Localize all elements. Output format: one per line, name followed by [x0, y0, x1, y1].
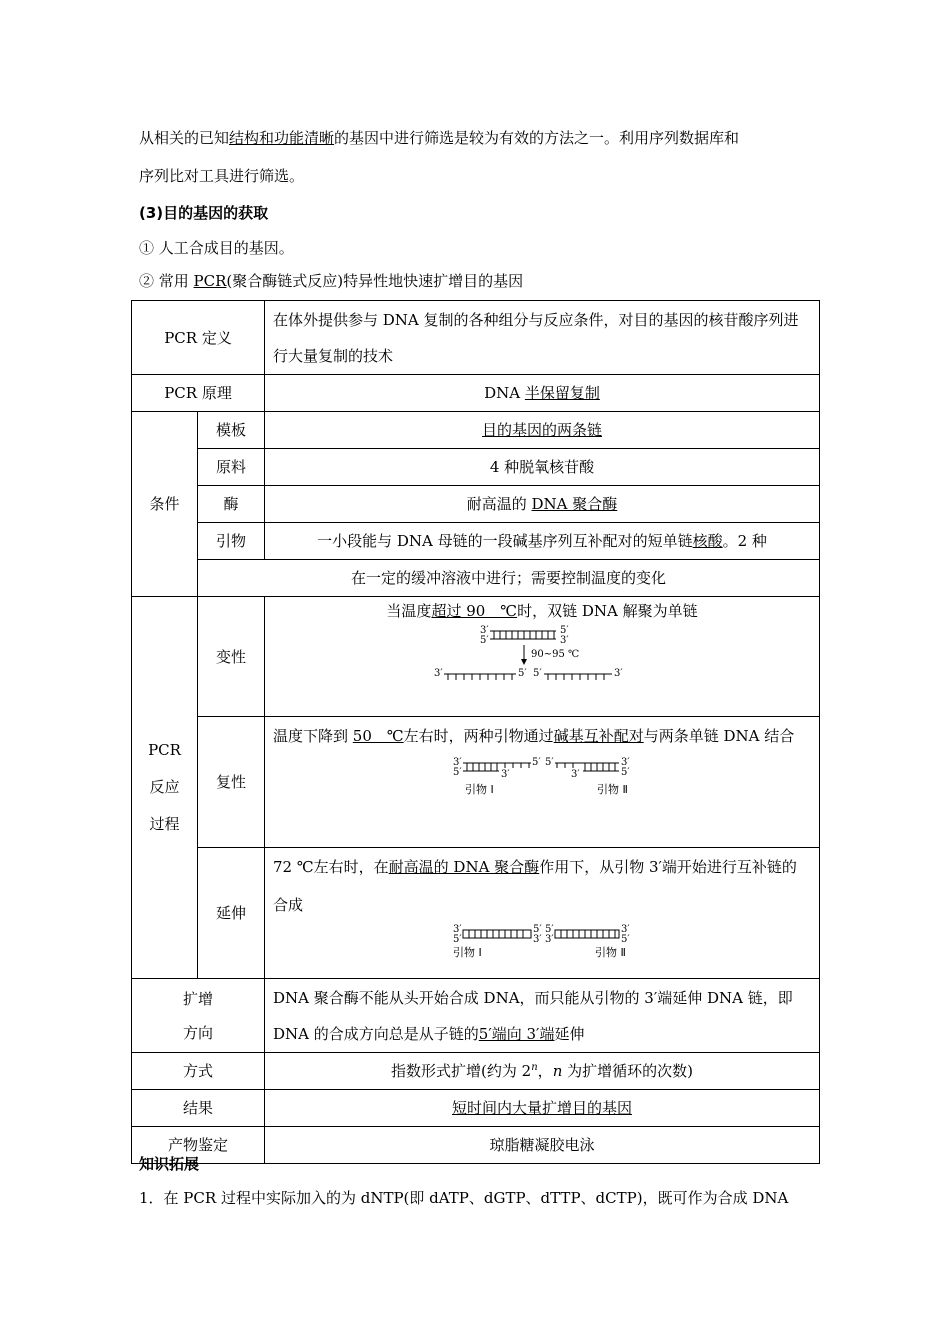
cell-text: 一小段能与 DNA 母链的一段碱基序列互补配对的短单链 [317, 532, 693, 550]
bases [548, 674, 604, 680]
denature-text [273, 597, 811, 625]
end-label: 5′ [533, 924, 542, 935]
end-label: 3′ [614, 668, 623, 679]
cell-text: ， [537, 1062, 553, 1080]
end-label: 3′ [545, 934, 554, 945]
intro-text: 从相关的已知 [139, 129, 230, 147]
row-sublabel: 引物 [198, 523, 265, 560]
cell-text: 作用下，从引物 3′端开始进行互补链的合成 [273, 858, 797, 914]
cell-text: DNA [484, 384, 525, 402]
row-label [132, 597, 198, 979]
underlined-answer: 结构和功能清晰 [229, 129, 335, 147]
end-label: 5′ [480, 635, 489, 646]
row-label [132, 979, 265, 1053]
principle-cell [265, 375, 820, 412]
end-label: 3′ [533, 934, 542, 945]
row-label: 方式 [132, 1053, 265, 1090]
label-line: 扩增 [183, 989, 214, 1008]
cell-text: 当温度 [386, 602, 432, 620]
row-sublabel: 酶 [198, 486, 265, 523]
italic-variable: n [552, 1062, 563, 1080]
underlined-answer: 耐高温的 DNA 聚合酶 [388, 858, 540, 876]
end-label: 3′ [621, 924, 630, 935]
item-text: ② 常用 [139, 272, 194, 290]
list-item-1: ① 人工合成目的基因。 [139, 239, 294, 257]
bases [557, 763, 615, 771]
underlined-answer: 半保留复制 [524, 384, 600, 402]
label-line: 方向 [183, 1023, 214, 1042]
underlined-answer: 5′端向 3′端 [478, 1024, 555, 1043]
cell-text: 与两条单链 DNA 结合 [643, 727, 795, 745]
cell-text: 。2 种 [722, 532, 767, 550]
intro-line-1 [139, 128, 739, 148]
row-sublabel: 模板 [198, 412, 265, 449]
end-label: 3′ [453, 924, 462, 935]
row-sublabel: 原料 [198, 449, 265, 486]
extension-diagram [447, 924, 637, 964]
cell-text: DNA 聚合酶不能从头开始合成 DNA，而只能从引物的 3′端延伸 DNA 链，即 DNA 的合成方向总是从子链的 [273, 988, 793, 1043]
section-heading: (3)目的基因的获取 [139, 204, 269, 222]
end-label: 5′ [453, 934, 462, 945]
intro-line-2: 序列比对工具进行筛选。 [139, 167, 305, 185]
base-pairs [494, 631, 554, 639]
intro-text: 的基因中进行筛选是较为有效的方法之一。利用序列数据库和 [334, 129, 740, 147]
primer-label: 引物 Ⅰ [465, 783, 494, 796]
end-label: 5′ [453, 767, 462, 778]
row-label: PCR 原理 [132, 375, 265, 412]
extension-heading: 知识拓展 [139, 1155, 200, 1173]
underlined-answer: PCR [193, 272, 227, 290]
buffer-cell: 在一定的缓冲溶液中进行；需要控制温度的变化 [198, 560, 820, 597]
end-label: 5′ [533, 668, 542, 679]
identify-cell: 琼脂糖凝胶电泳 [265, 1127, 820, 1164]
denature-cell [265, 597, 820, 717]
underlined-answer: 核酸 [692, 532, 723, 550]
end-label: 5′ [560, 625, 569, 636]
extend-text [273, 848, 811, 924]
cell-text: 延伸 [554, 1024, 585, 1043]
row-sublabel: 变性 [198, 597, 265, 717]
cell-text: 温度下降到 [273, 727, 353, 745]
base-pairs [469, 930, 523, 938]
bases [467, 763, 529, 771]
pcr-table [131, 300, 820, 1164]
underlined-answer: DNA 聚合酶 [531, 495, 618, 513]
label-line: 过程 [149, 815, 180, 833]
end-label: 5′ [532, 757, 541, 768]
annealing-diagram [447, 755, 637, 801]
end-label: 5′ [621, 767, 630, 778]
row-sublabel: 延伸 [198, 848, 265, 979]
direction-cell [265, 979, 820, 1053]
underlined-answer: 短时间内大量扩增目的基因 [452, 1099, 633, 1117]
end-label: 5′ [545, 924, 554, 935]
item-text: (聚合酶链式反应)特异性地快速扩增目的基因 [226, 272, 524, 290]
underlined-answer: 目的基因的两条链 [482, 421, 603, 439]
row-label: 结果 [132, 1090, 265, 1127]
anneal-text [273, 717, 811, 755]
result-cell [265, 1090, 820, 1127]
end-label: 3′ [501, 769, 510, 780]
end-label: 3′ [453, 757, 462, 768]
end-label: 5′ [518, 668, 527, 679]
end-label: 3′ [571, 769, 580, 780]
extension-item-1: 1．在 PCR 过程中实际加入的为 dNTP(即 dATP、dGTP、dTTP、dCTP)，既可作为合成 DNA [139, 1189, 789, 1207]
end-label: 3′ [480, 625, 489, 636]
template-cell [265, 412, 820, 449]
superscript: n [531, 1062, 538, 1073]
underlined-answer: 50 ℃ [352, 727, 404, 745]
end-label: 5′ [621, 934, 630, 945]
underlined-answer: 碱基互补配对 [553, 727, 644, 745]
end-label: 3′ [434, 668, 443, 679]
primer-label: 引物 Ⅱ [595, 946, 626, 959]
row-label: 产物鉴定 [132, 1127, 265, 1164]
end-label: 3′ [560, 635, 569, 646]
label-line: 反应 [149, 778, 180, 796]
row-label: PCR 定义 [132, 301, 265, 375]
cell-text: 时，双链 DNA 解聚为单链 [517, 602, 698, 620]
cell-text: 左右时，两种引物通过 [403, 727, 554, 745]
arrow-head [521, 659, 527, 665]
cell-text: 指数形式扩增(约为 2 [391, 1062, 532, 1080]
material-cell: 4 种脱氧核苷酸 [265, 449, 820, 486]
anneal-cell [265, 717, 820, 848]
temperature-label: 90~95 ℃ [531, 649, 580, 660]
bases [448, 674, 512, 680]
cell-text: 72 ℃左右时，在 [273, 858, 389, 876]
base-pairs [561, 930, 615, 938]
primer-label: 引物 Ⅰ [453, 946, 482, 959]
denaturation-diagram [432, 625, 652, 687]
cell-text: 耐高温的 [466, 495, 532, 513]
underlined-answer: 超过 90 ℃ [431, 602, 518, 620]
label-line: PCR [148, 741, 181, 759]
extend-cell [265, 848, 820, 979]
double-strand [463, 930, 531, 938]
enzyme-cell [265, 486, 820, 523]
cell-text: 为扩增循环的次数) [562, 1062, 693, 1080]
list-item-2 [139, 271, 523, 291]
row-label: 条件 [132, 412, 198, 597]
mode-cell [265, 1053, 820, 1090]
end-label: 5′ [545, 757, 554, 768]
row-sublabel: 复性 [198, 717, 265, 848]
end-label: 3′ [621, 757, 630, 768]
primer-label: 引物 Ⅱ [597, 783, 628, 796]
primer-cell [265, 523, 820, 560]
definition-cell: 在体外提供参与 DNA 复制的各种组分与反应条件，对目的基因的核苷酸序列进行大量复制的技术 [265, 301, 820, 375]
